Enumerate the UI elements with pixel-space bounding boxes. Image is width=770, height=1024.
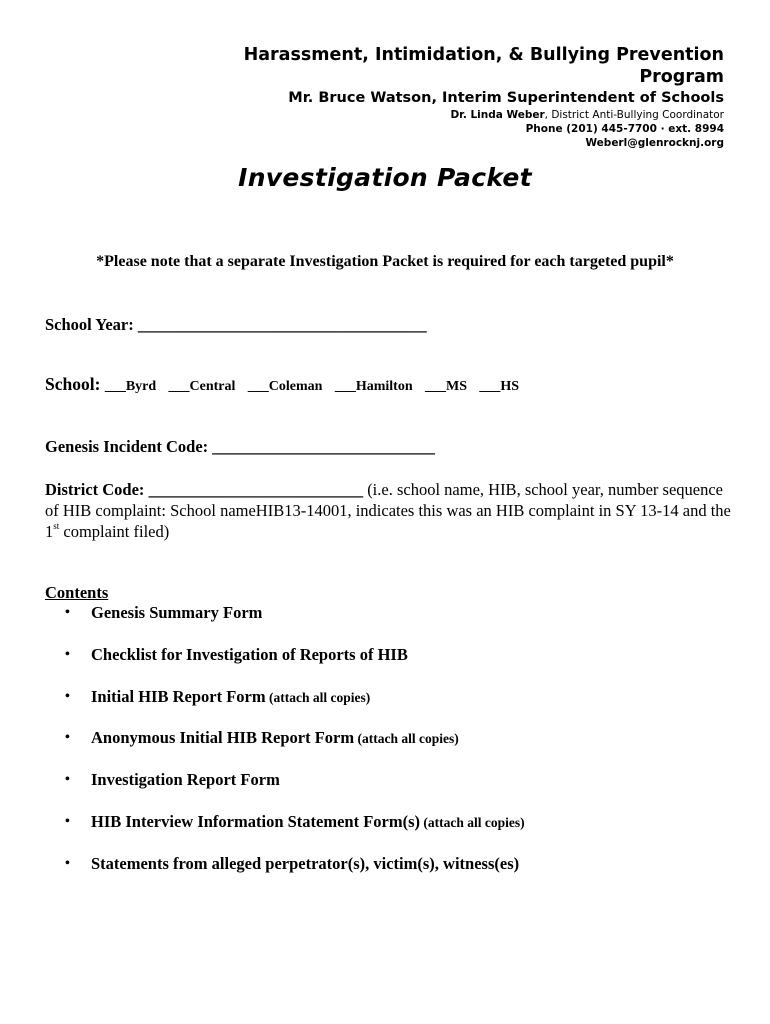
school-option-ms[interactable]: ___MS: [425, 379, 467, 394]
letterhead: [164, 44, 724, 150]
list-item: [64, 770, 525, 812]
coordinator-role: , District Anti-Bullying Coordinator: [544, 109, 724, 121]
list-item-note: (attach all copies): [265, 689, 371, 705]
document-title: Investigation Packet: [238, 163, 532, 192]
district-line[interactable]: __________________________: [148, 480, 364, 499]
school-year-label: School Year:: [45, 315, 134, 334]
contents-heading: Contents: [45, 583, 109, 602]
email-line: Weberl@glenrocknj.org: [585, 137, 724, 149]
list-item-label: Statements from alleged perpetrator(s), victim(s), witness(es): [91, 853, 520, 873]
bullet-icon: •: [65, 646, 70, 662]
phone-line: Phone (201) 445-7700 · ext. 8994: [525, 123, 724, 135]
genesis-label: Genesis Incident Code:: [45, 437, 209, 456]
list-item-label: Initial HIB Report Form: [91, 686, 266, 706]
school-label: School:: [45, 374, 101, 394]
coordinator-name: Dr. Linda Weber: [450, 109, 545, 121]
district-description-end: complaint filed): [59, 522, 170, 541]
list-item: [64, 854, 525, 896]
packet-note: *Please note that a separate Investigation Packet is required for each targeted pupil*: [96, 253, 674, 270]
district-superscript: st: [53, 521, 60, 531]
district-label: District Code:: [45, 480, 145, 499]
school-year-field: [45, 315, 427, 335]
list-item: [64, 812, 525, 854]
list-item: [64, 603, 525, 645]
list-item-label: Anonymous Initial HIB Report Form: [91, 728, 355, 748]
bullet-icon: •: [65, 605, 70, 620]
school-option-hs[interactable]: ___HS: [479, 379, 520, 394]
list-item-label: Checklist for Investigation of Reports of HIB: [91, 644, 408, 664]
genesis-code-field: [45, 437, 435, 457]
school-option-coleman[interactable]: ___Coleman: [247, 379, 323, 394]
bullet-icon: •: [65, 772, 70, 788]
school-option-byrd[interactable]: ___Byrd: [104, 379, 157, 394]
school-option-hamilton[interactable]: ___Hamilton: [334, 379, 413, 394]
coordinator-line: [164, 108, 724, 122]
school-field: [45, 374, 519, 395]
list-item: [64, 728, 525, 770]
list-item: [64, 687, 525, 729]
school-year-line[interactable]: ___________________________________: [137, 315, 427, 334]
bullet-icon: •: [65, 688, 70, 704]
genesis-line[interactable]: ___________________________: [212, 437, 436, 456]
district-code-field: [45, 479, 735, 542]
list-item: [64, 645, 525, 687]
list-item-note: (attach all copies): [354, 731, 459, 747]
district-description: (i.e. school name, HIB, school year, number sequence of HIB complaint: School nameHIB13-14001, indicates this was an HIB complaint in SY 13-14 and the 1: [45, 480, 731, 541]
list-item-note: (attach all copies): [420, 814, 525, 830]
bullet-icon: •: [65, 730, 70, 746]
school-option-central[interactable]: ___Central: [168, 379, 236, 394]
contents-list: [64, 603, 525, 896]
list-item-label: Investigation Report Form: [91, 770, 280, 790]
program-title: Harassment, Intimidation, & Bullying Prevention Program: [243, 45, 724, 87]
bullet-icon: •: [65, 855, 70, 871]
superintendent-line: Mr. Bruce Watson, Interim Superintendent of Schools: [288, 90, 724, 106]
list-item-label: HIB Interview Information Statement Form(s): [91, 811, 421, 831]
bullet-icon: •: [65, 813, 70, 829]
list-item-label: Genesis Summary Form: [91, 603, 263, 622]
